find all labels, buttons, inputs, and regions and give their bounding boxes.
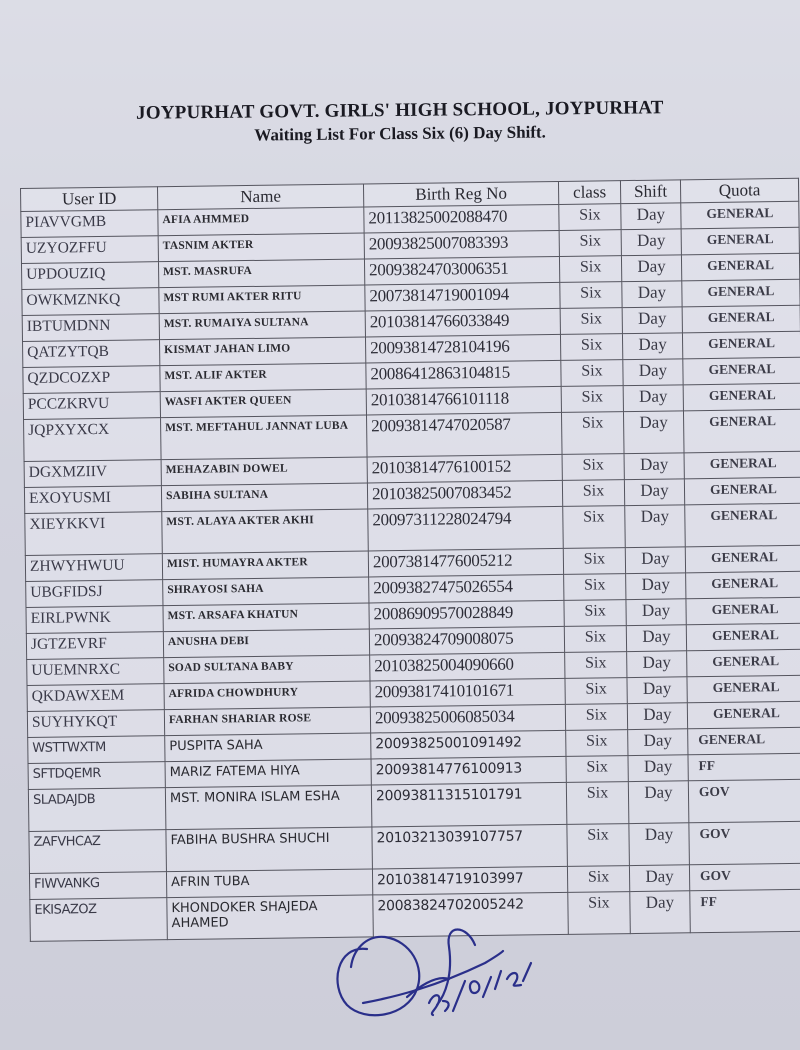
quota-cell: FF <box>690 889 800 933</box>
class-cell: Six <box>567 824 630 867</box>
birth-reg-no-cell: 20093825001091492 <box>371 730 566 759</box>
user-id-cell: EIRLPWNK <box>26 606 163 634</box>
user-id-cell: QZDCOZXP <box>23 366 160 394</box>
column-header-class: class <box>558 181 620 205</box>
quota-cell: GOV <box>688 779 800 823</box>
shift-cell: Day <box>629 865 689 892</box>
quota-cell: GENERAL <box>687 649 800 677</box>
quota-cell: GENERAL <box>681 227 799 255</box>
user-id-cell: UBGFIDSJ <box>26 580 163 608</box>
class-cell: Six <box>565 704 627 731</box>
shift-cell: Day <box>621 229 681 256</box>
shift-cell: Day <box>625 547 685 574</box>
user-id-cell: WSTTWXTM <box>28 736 165 764</box>
shift-cell: Day <box>627 651 687 678</box>
shift-cell: Day <box>628 729 688 756</box>
birth-reg-no-cell: 20093814776100913 <box>371 756 566 785</box>
name-cell: SABIHA SULTANA <box>161 483 367 512</box>
shift-cell: Day <box>628 781 689 824</box>
class-cell: Six <box>561 386 623 413</box>
class-cell: Six <box>561 360 623 387</box>
user-id-cell: SFTDQEMR <box>28 762 165 790</box>
birth-reg-no-cell: 20073814776005212 <box>368 548 563 577</box>
column-header-quota: Quota <box>680 178 798 203</box>
shift-cell: Day <box>627 703 687 730</box>
birth-reg-no-cell: 20103814766033849 <box>365 308 560 337</box>
name-cell: MST. ALAYA AKTER AKHI <box>162 509 369 554</box>
shift-cell: Day <box>628 755 688 782</box>
class-cell: Six <box>564 600 626 627</box>
quota-cell: GENERAL <box>681 201 799 229</box>
name-cell: MST. ARSAFA KHATUN <box>163 603 369 632</box>
column-header-shift: Shift <box>620 180 680 204</box>
name-cell: MARIZ FATEMA HIYA <box>165 759 371 788</box>
birth-reg-no-cell: 20093827475026554 <box>369 574 564 603</box>
user-id-cell: XIEYKKVI <box>25 512 163 556</box>
school-name: JOYPURHAT GOVT. GIRLS' HIGH SCHOOL, JOYPURHAT <box>136 97 664 124</box>
user-id-cell: UUEMNRXC <box>27 658 164 686</box>
user-id-cell: ZAFVHCAZ <box>29 830 167 874</box>
class-cell: Six <box>560 282 622 309</box>
name-cell: MST. MEFTAHUL JANNAT LUBA <box>161 415 368 460</box>
birth-reg-no-cell: 20103825004090660 <box>370 652 565 681</box>
user-id-cell: SLADAJDB <box>28 788 166 832</box>
birth-reg-no-cell: 20093817410101671 <box>370 678 565 707</box>
birth-reg-no-cell: 20073814719001094 <box>365 282 560 311</box>
birth-reg-no-cell: 20103213039107757 <box>372 824 568 869</box>
class-cell: Six <box>564 574 626 601</box>
shift-cell: Day <box>623 359 683 386</box>
quota-cell: GENERAL <box>682 279 800 307</box>
birth-reg-no-cell: 20103814776100152 <box>367 454 562 483</box>
name-cell: MEHAZABIN DOWEL <box>161 457 367 486</box>
class-cell: Six <box>559 204 621 231</box>
user-id-cell: JQPXYXCX <box>24 418 162 462</box>
quota-cell: GENERAL <box>682 305 800 333</box>
shift-cell: Day <box>621 203 681 230</box>
name-cell: AFRIDA CHOWDHURY <box>164 681 370 710</box>
user-id-cell: IBTUMDNN <box>22 314 159 342</box>
quota-cell: GENERAL <box>681 253 799 281</box>
user-id-cell: FIWVANKG <box>29 872 166 900</box>
shift-cell: Day <box>626 625 686 652</box>
name-cell: AFRIN TUBA <box>166 869 372 898</box>
quota-cell: GOV <box>689 863 800 891</box>
shift-cell: Day <box>626 573 686 600</box>
quota-cell: GENERAL <box>683 409 800 453</box>
name-cell: FABIHA BUSHRA SHUCHI <box>166 827 373 872</box>
column-header-birth-reg-no: Birth Reg No <box>363 181 558 207</box>
class-cell: Six <box>563 506 626 549</box>
document-header <box>0 96 800 148</box>
class-cell: Six <box>565 678 627 705</box>
shift-cell: Day <box>622 307 682 334</box>
birth-reg-no-cell: 20103814766101118 <box>366 386 561 415</box>
shift-cell: Day <box>623 385 683 412</box>
shift-cell: Day <box>627 677 687 704</box>
table-body <box>21 201 800 941</box>
quota-cell: GENERAL <box>685 545 800 573</box>
shift-cell: Day <box>621 255 681 282</box>
signature <box>325 905 565 1025</box>
name-cell: MST. RUMAIYA SULTANA <box>159 311 365 340</box>
birth-reg-no-cell: 20103825007083452 <box>367 480 562 509</box>
name-cell: SHRAYOSI SAHA <box>163 577 369 606</box>
quota-cell: FF <box>688 753 800 781</box>
user-id-cell: ZHWYHWUU <box>25 554 162 582</box>
birth-reg-no-cell: 20097311228024794 <box>368 506 564 551</box>
column-header-name: Name <box>157 184 363 210</box>
birth-reg-no-cell: 20093824703006351 <box>364 256 559 285</box>
shift-cell: Day <box>622 281 682 308</box>
waiting-list-table <box>20 178 800 942</box>
quota-cell: GENERAL <box>684 477 800 505</box>
class-cell: Six <box>567 866 629 893</box>
user-id-cell: DGXMZIIV <box>24 460 161 488</box>
quota-cell: GOV <box>689 821 800 865</box>
user-id-cell: UZYOZFFU <box>21 236 158 264</box>
shift-cell: Day <box>624 479 684 506</box>
name-cell: KISMAT JAHAN LIMO <box>159 337 365 366</box>
user-id-cell: QATZYTQB <box>23 340 160 368</box>
class-cell: Six <box>559 256 621 283</box>
user-id-cell: QKDAWXEM <box>27 684 164 712</box>
birth-reg-no-cell: 20086909570028849 <box>369 600 564 629</box>
user-id-cell: SUYHYKQT <box>27 710 164 738</box>
quota-cell: GENERAL <box>688 727 800 755</box>
birth-reg-no-cell: 20103814719103997 <box>372 866 567 895</box>
birth-reg-no-cell: 20093824709008075 <box>369 626 564 655</box>
class-cell: Six <box>562 480 624 507</box>
name-cell: TASNIM AKTER <box>158 233 364 262</box>
class-cell: Six <box>563 548 625 575</box>
birth-reg-no-cell: 20093814728104196 <box>365 334 560 363</box>
user-id-cell: EXOYUSMI <box>24 486 161 514</box>
quota-cell: GENERAL <box>683 357 800 385</box>
name-cell: MST. MASRUFA <box>158 259 364 288</box>
user-id-cell: UPDOUZIQ <box>21 262 158 290</box>
list-title: Waiting List For Class Six (6) Day Shift. <box>254 122 546 145</box>
shift-cell: Day <box>626 599 686 626</box>
name-cell: FARHAN SHARIAR ROSE <box>164 707 370 736</box>
class-cell: Six <box>560 308 622 335</box>
class-cell: Six <box>561 412 624 455</box>
shift-cell: Day <box>629 823 690 866</box>
column-header-user-id: User ID <box>21 187 158 212</box>
shift-cell: Day <box>625 505 686 548</box>
name-cell: MIST. HUMAYRA AKTER <box>162 551 368 580</box>
name-cell: MST RUMI AKTER RITU <box>159 285 365 314</box>
name-cell: MST. MONIRA ISLAM ESHA <box>165 785 372 830</box>
birth-reg-no-cell: 20086412863104815 <box>366 360 561 389</box>
birth-reg-no-cell: 20093811315101791 <box>371 782 567 827</box>
quota-cell: GENERAL <box>686 597 800 625</box>
quota-cell: GENERAL <box>684 451 800 479</box>
name-cell: ANUSHA DEBI <box>163 629 369 658</box>
class-cell: Six <box>560 334 622 361</box>
name-cell: SOAD SULTANA BABY <box>164 655 370 684</box>
shift-cell: Day <box>623 411 684 454</box>
name-cell: PUSPITA SAHA <box>165 733 371 762</box>
name-cell: MST. ALIF AKTER <box>160 363 366 392</box>
class-cell: Six <box>566 782 629 825</box>
user-id-cell: OWKMZNKQ <box>22 288 159 316</box>
quota-cell: GENERAL <box>687 675 800 703</box>
birth-reg-no-cell: 20093825007083393 <box>364 230 559 259</box>
class-cell: Six <box>568 892 631 935</box>
shift-cell: Day <box>630 891 691 934</box>
user-id-cell: JGTZEVRF <box>26 632 163 660</box>
user-id-cell: EKISAZOZ <box>30 898 168 942</box>
user-id-cell: PIAVVGMB <box>21 210 158 238</box>
class-cell: Six <box>562 454 624 481</box>
name-cell: KHONDOKER SHAJEDA AHAMED <box>167 895 374 940</box>
name-cell: AFIA AHMMED <box>158 207 364 236</box>
shift-cell: Day <box>622 333 682 360</box>
waiting-list-sheet <box>20 178 800 942</box>
class-cell: Six <box>566 730 628 757</box>
birth-reg-no-cell: 20093825006085034 <box>370 704 565 733</box>
birth-reg-no-cell: 20093814747020587 <box>367 412 563 457</box>
quota-cell: GENERAL <box>686 571 800 599</box>
birth-reg-no-cell: 20083824702005242 <box>373 892 569 937</box>
quota-cell: GENERAL <box>686 623 800 651</box>
class-cell: Six <box>566 756 628 783</box>
birth-reg-no-cell: 20113825002088470 <box>364 204 559 233</box>
user-id-cell: PCCZKRVU <box>23 392 160 420</box>
name-cell: WASFI AKTER QUEEN <box>160 389 366 418</box>
class-cell: Six <box>559 230 621 257</box>
class-cell: Six <box>564 626 626 653</box>
quota-cell: GENERAL <box>683 383 800 411</box>
quota-cell: GENERAL <box>685 503 800 547</box>
quota-cell: GENERAL <box>682 331 800 359</box>
quota-cell: GENERAL <box>687 701 800 729</box>
class-cell: Six <box>565 652 627 679</box>
shift-cell: Day <box>624 453 684 480</box>
